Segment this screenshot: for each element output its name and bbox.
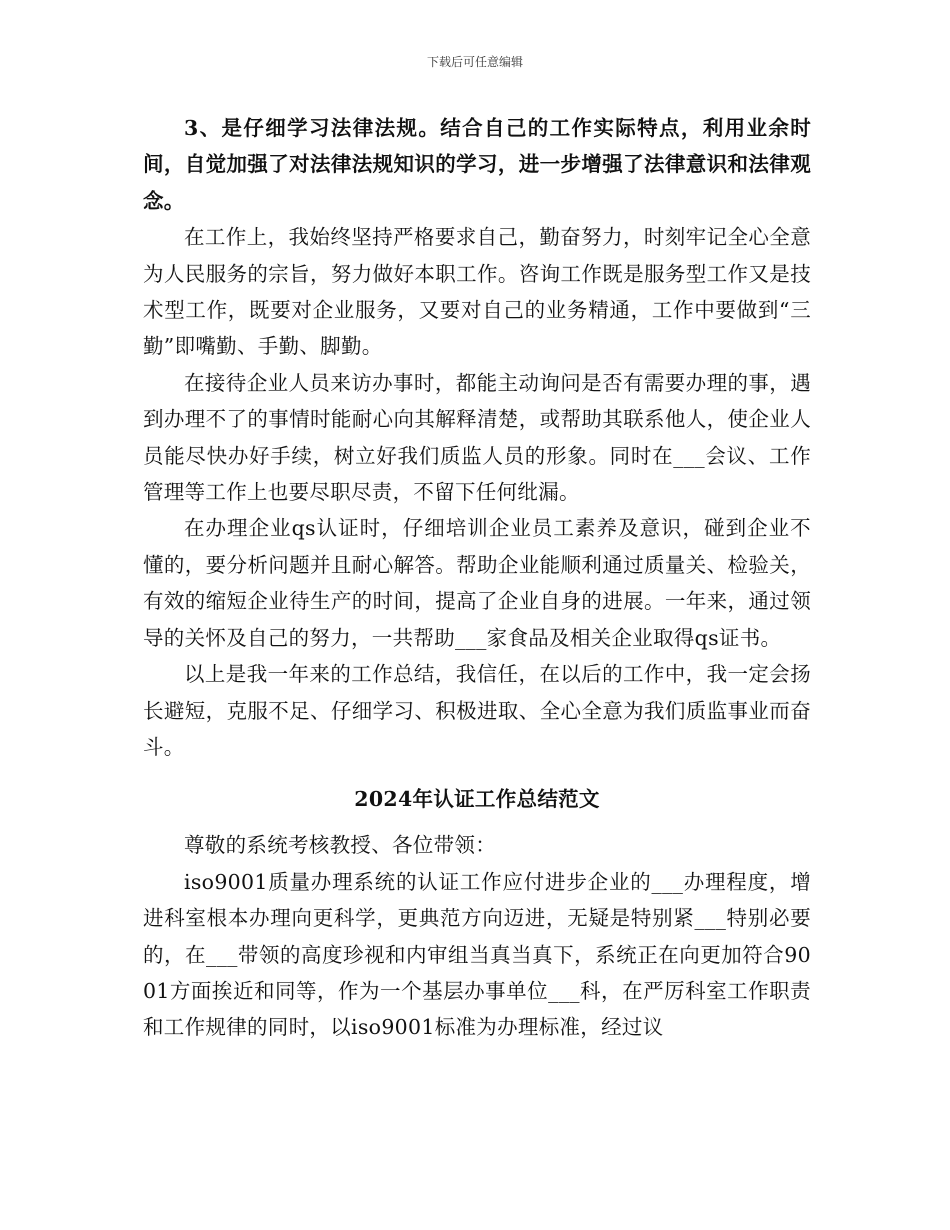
paragraph-work-attitude: 在工作上，我始终坚持严格要求自己，勤奋努力，时刻牢记全心全意为人民服务的宗旨，努力做好本职工作。咨询工作既是服务型工作又是技术型工作，既要对企业服务，又要对自己的业务精通，工作中要做到“三勤”即嘴勤、手勤、脚勤。	[143, 225, 811, 359]
paragraph-greeting: 尊敬的系统考核教授、各位带领：	[184, 833, 496, 858]
paragraph-qs-certification: 在办理企业qs认证时，仔细培训企业员工素养及意识，碰到企业不懂的，要分析问题并且耐心解答。帮助企业能顺利通过质量关、检验关，有效的缩短企业待生产的时间，提高了企业自身的进展。一年来，通过领导的关怀及自己的努力，一共帮助___家食品及相关企业取得qs证书。	[143, 516, 811, 650]
paragraph-iso9001: iso9001质量办理系统的认证工作应付进步企业的___办理程度，增进科室根本办理向更科学，更典范方向迈进，无疑是特别紧___特别必要的，在___带领的高度珍视和内审组当真当真下，系统正在向更加符合9001方面挨近和同等，作为一个基层办事单位___科，在严厉科室工作职责和工作规律的同时，以iso9001标准为办理标准，经过议	[143, 869, 811, 1040]
document-body	[143, 110, 811, 1046]
paragraph-reception: 在接待企业人员来访办事时，都能主动询问是否有需要办理的事，遇到办理不了的事情时能耐心向其解释清楚，或帮助其联系他人，使企业人员能尽快办好手续，树立好我们质监人员的形象。同时在___会议、工作管理等工作上也要尽职尽责，不留下任何纰漏。	[143, 370, 811, 505]
paragraph-legal-study: 3、是仔细学习法律法规。结合自己的工作实际特点，利用业余时间，自觉加强了对法律法规知识的学习，进一步增强了法律意识和法律观念。	[143, 116, 811, 213]
paragraph-conclusion: 以上是我一年来的工作总结，我信任，在以后的工作中，我一定会扬长避短，克服不足、仔细学习、积极进取、全心全意为我们质监事业而奋斗。	[143, 662, 811, 759]
page-header: 下载后可任意编辑	[426, 55, 523, 69]
section-title: 2024年认证工作总结范文	[354, 787, 600, 812]
